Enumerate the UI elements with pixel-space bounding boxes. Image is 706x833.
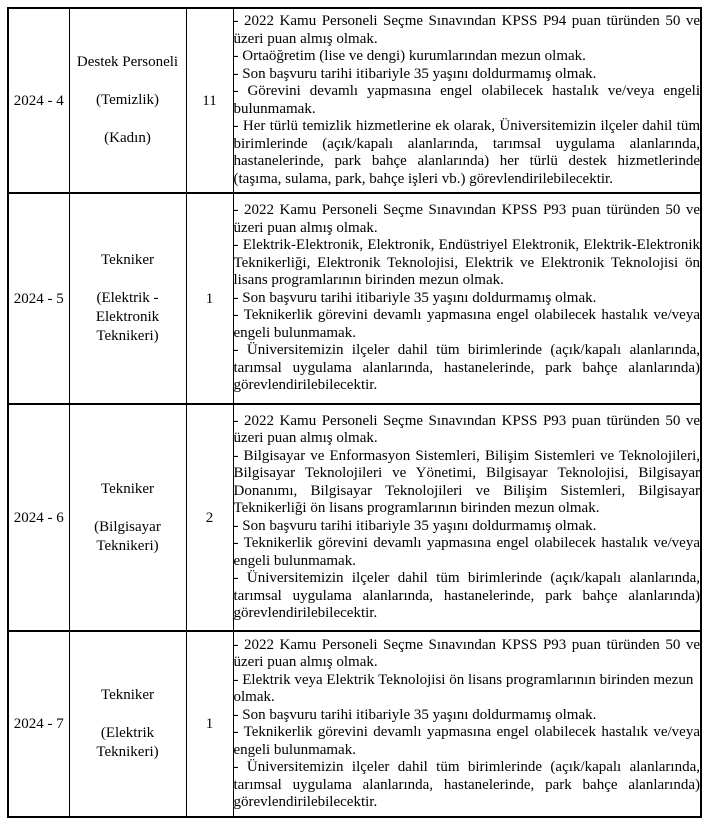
cell-position-code: 2024 - 6 — [8, 404, 69, 631]
cell-requirements — [233, 404, 701, 631]
table-row — [8, 193, 701, 404]
requirement-item: - 2022 Kamu Personeli Seçme Sınavından KPSS P94 puan türünden 50 ve üzeri puan almış olmak. — [233, 13, 700, 47]
requirement-item: - Son başvuru tarihi itibariyle 35 yaşını doldurmamış olmak. — [233, 706, 597, 723]
title-line: (Temizlik) — [95, 92, 160, 108]
title-line: Elektronik — [95, 309, 160, 325]
title-line — [70, 72, 186, 91]
cell-requirements — [233, 193, 701, 404]
requirement-item: - Son başvuru tarihi itibariyle 35 yaşını doldurmamış olmak. — [233, 289, 597, 306]
title-line: Tekniker — [100, 480, 155, 497]
requirement-item: - Teknikerlik görevini devamlı yapmasına engel olabilecek hastalık ve/veya engeli bulunmamak. — [233, 724, 700, 758]
requirement-item: - Üniversitemizin ilçeler dahil tüm birimlerinde (açık/kapalı alanlarında, tarımsal uygulama alanlarında, hastanelerinde, park bahçe alanlarında) görevlendirilebilecektir. — [233, 342, 700, 394]
requirement-item: - Görevini devamlı yapmasına engel olabilecek hastalık ve/veya engeli bulunmamak. — [233, 83, 700, 117]
cell-position-code: 2024 - 5 — [8, 193, 69, 404]
title-line: Tekniker — [100, 687, 155, 703]
cell-position-title — [69, 193, 186, 404]
cell-position-count: 1 — [186, 631, 233, 817]
cell-position-count: 11 — [186, 8, 233, 193]
table-row — [8, 8, 701, 193]
title-line: (Kadın) — [104, 130, 151, 146]
cell-position-count: 2 — [186, 404, 233, 631]
title-line — [70, 110, 186, 129]
table-row — [8, 631, 701, 817]
cell-position-title — [69, 631, 186, 817]
requirement-item: - Her türlü temizlik hizmetlerine ek olarak, Üniversitemizin ilçeler dahil tüm birimlerinde (açık/kapalı alanlarında, tarımsal uygulama alanlarında, hastanelerinde, park bahçe alanlarında) her türlü destek hizmetlerinde (taşıma, sulama, park, bahçe işleri vb.) görevlendirilebilecektir. — [233, 118, 700, 187]
cell-requirements — [233, 8, 701, 193]
title-line: Destek Personeli — [76, 54, 179, 70]
requirement-item: - Son başvuru tarihi itibariyle 35 yaşını doldurmamış olmak. — [233, 65, 597, 82]
title-line: Tekniker — [100, 252, 155, 268]
cell-requirements — [233, 631, 701, 817]
title-line — [70, 270, 186, 289]
table-body — [8, 8, 701, 817]
title-line: (Elektrik - — [96, 290, 159, 306]
title-line — [70, 705, 186, 724]
title-line: (Elektrik — [100, 725, 155, 741]
requirement-item: - Son başvuru tarihi itibariyle 35 yaşını doldurmamış olmak. — [233, 517, 597, 534]
table-row — [8, 404, 701, 631]
requirement-item: - 2022 Kamu Personeli Seçme Sınavından KPSS P93 puan türünden 50 ve üzeri puan almış olmak. — [233, 412, 700, 446]
requirement-item: - Üniversitemizin ilçeler dahil tüm birimlerinde (açık/kapalı alanlarında, tarımsal uygulama alanlarında, hastanelerinde, park bahçe alanlarında) görevlendirilebilecektir. — [233, 570, 700, 621]
requirement-item: - Üniversitemizin ilçeler dahil tüm birimlerinde (açık/kapalı alanlarında, tarımsal uygulama alanlarında, hastanelerinde, park bahçe alanlarında) görevlendirilebilecektir. — [233, 759, 700, 810]
requirement-item: - Ortaöğretim (lise ve dengi) kurumlarından mezun olmak. — [233, 48, 586, 64]
requirement-item: - Teknikerlik görevini devamlı yapmasına engel olabilecek hastalık ve/veya engeli bulunmamak. — [233, 535, 700, 569]
title-line: Teknikeri) — [96, 328, 159, 344]
cell-position-code: 2024 - 4 — [8, 8, 69, 193]
title-line: Teknikeri) — [96, 744, 159, 760]
title-line: Teknikeri) — [96, 537, 159, 554]
requirement-item: - Elektrik veya Elektrik Teknolojisi ön lisans programlarının birinden mezun olmak. — [233, 671, 694, 705]
cell-position-code: 2024 - 7 — [8, 631, 69, 817]
title-line: (Bilgisayar — [94, 518, 161, 535]
requirement-item: - Elektrik-Elektronik, Elektronik, Endüstriyel Elektronik, Elektrik-Elektronik Teknikerliği, Elektronik Teknolojisi, Elektrik ve Elektronik Teknolojisi ön lisans programlarının birinden mezun olmak. — [233, 237, 700, 289]
title-line — [70, 499, 186, 518]
cell-position-title — [69, 8, 186, 193]
positions-table — [7, 7, 702, 818]
cell-position-title — [69, 404, 186, 631]
requirement-item: - 2022 Kamu Personeli Seçme Sınavından KPSS P93 puan türünden 50 ve üzeri puan almış olmak. — [233, 202, 700, 236]
cell-position-count: 1 — [186, 193, 233, 404]
requirement-item: - Bilgisayar ve Enformasyon Sistemleri, Bilişim Sistemleri ve Teknolojileri, Bilgisayar Teknolojileri ve Yönetimi, Bilgisayar Teknolojisi, Bilgisayar Donanımı, Bilgisayar Teknolojileri ve Bilişim Sistemleri, Bilgisayar Teknikerliği ön lisans programlarının birinden mezun olmak. — [233, 447, 700, 516]
requirement-item: - Teknikerlik görevini devamlı yapmasına engel olabilecek hastalık ve/veya engeli bulunmamak. — [233, 307, 700, 341]
requirement-item: - 2022 Kamu Personeli Seçme Sınavından KPSS P93 puan türünden 50 ve üzeri puan almış olmak. — [233, 636, 700, 670]
